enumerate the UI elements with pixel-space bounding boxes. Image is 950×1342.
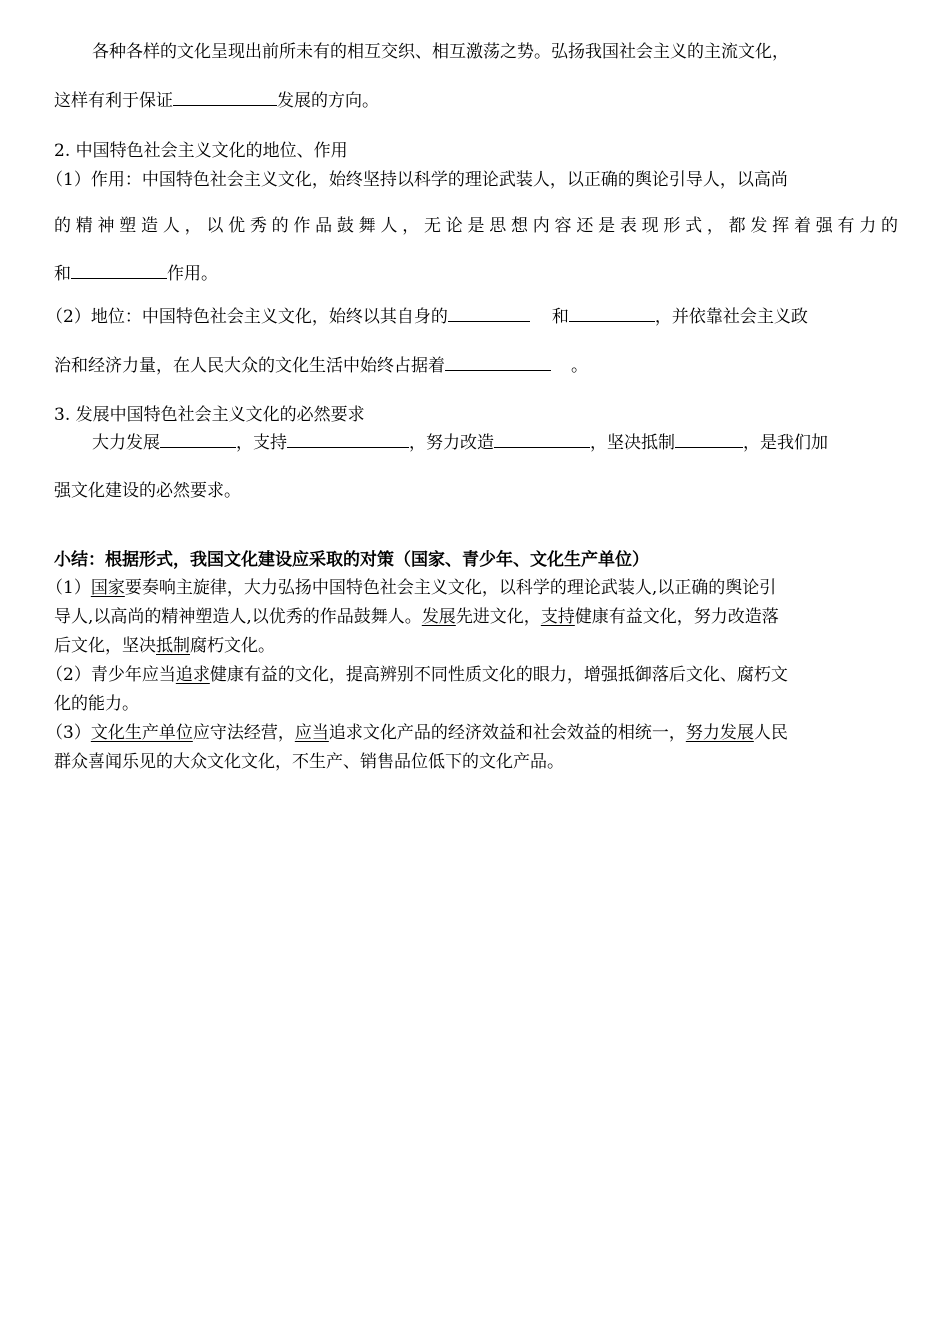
intro-line-2: 这样有利于保证 发展的方向。 xyxy=(54,91,379,111)
fill-blank[interactable] xyxy=(173,90,277,106)
summary-item-3-line-1: （3）文化生产单位应守法经营，应当追求文化产品的经济效益和社会效益的相统一，努力发展人民 xyxy=(46,723,788,743)
fill-blank[interactable] xyxy=(675,432,743,448)
role-paragraph-line-3: 和 作用。 xyxy=(54,264,218,284)
section-3-heading: 3. 发展中国特色社会主义文化的必然要求 xyxy=(54,405,365,425)
fill-blank[interactable] xyxy=(71,263,167,279)
fill-blank[interactable] xyxy=(448,306,530,322)
fill-blank[interactable] xyxy=(287,432,409,448)
role-paragraph-line-1: （1）作用：中国特色社会主义文化，始终坚持以科学的理论武装人，以正确的舆论引导人，以高尚 xyxy=(46,170,788,190)
role-paragraph-line-2: 的精神塑造人，以优秀的作品鼓舞人，无论是思想内容还是表现形式，都发挥着强有力的 xyxy=(54,216,898,236)
requirement-line-1: 大力发展 ，支持 ，努力改造 ，坚决抵制 ，是我们加 xyxy=(92,433,828,453)
fill-blank[interactable] xyxy=(569,306,655,322)
section-2-heading: 2. 中国特色社会主义文化的地位、作用 xyxy=(54,141,348,161)
summary-item-2-line-2: 化的能力。 xyxy=(54,694,139,714)
status-paragraph-line-2: 治和经济力量，在人民大众的文化生活中始终占据着 。 xyxy=(54,356,588,376)
summary-item-1-line-2: 导人,以高尚的精神塑造人,以优秀的作品鼓舞人。发展先进文化，支持健康有益文化，努力改造落 xyxy=(54,607,779,627)
fill-blank[interactable] xyxy=(160,432,236,448)
status-paragraph-line-1: （2）地位：中国特色社会主义文化，始终以其自身的 和 ，并依靠社会主义政 xyxy=(46,307,808,327)
fill-blank[interactable] xyxy=(494,432,590,448)
requirement-line-2: 强文化建设的必然要求。 xyxy=(54,481,241,501)
summary-item-3-line-2: 群众喜闻乐见的大众文化文化，不生产、销售品位低下的文化产品。 xyxy=(54,752,564,772)
summary-title: 小结：根据形式，我国文化建设应采取的对策（国家、青少年、文化生产单位） xyxy=(54,550,649,570)
fill-blank[interactable] xyxy=(445,355,551,371)
intro-line-1: 各种各样的文化呈现出前所未有的相互交织、相互激荡之势。弘扬我国社会主义的主流文化， xyxy=(92,42,789,62)
summary-item-2-line-1: （2）青少年应当追求健康有益的文化，提高辨别不同性质文化的眼力，增强抵御落后文化、腐朽文 xyxy=(46,665,788,685)
summary-item-1-line-3: 后文化，坚决抵制腐朽文化。 xyxy=(54,636,275,656)
summary-item-1-line-1: （1）国家要奏响主旋律，大力弘扬中国特色社会主义文化，以科学的理论武装人,以正确的舆论引 xyxy=(46,578,777,598)
